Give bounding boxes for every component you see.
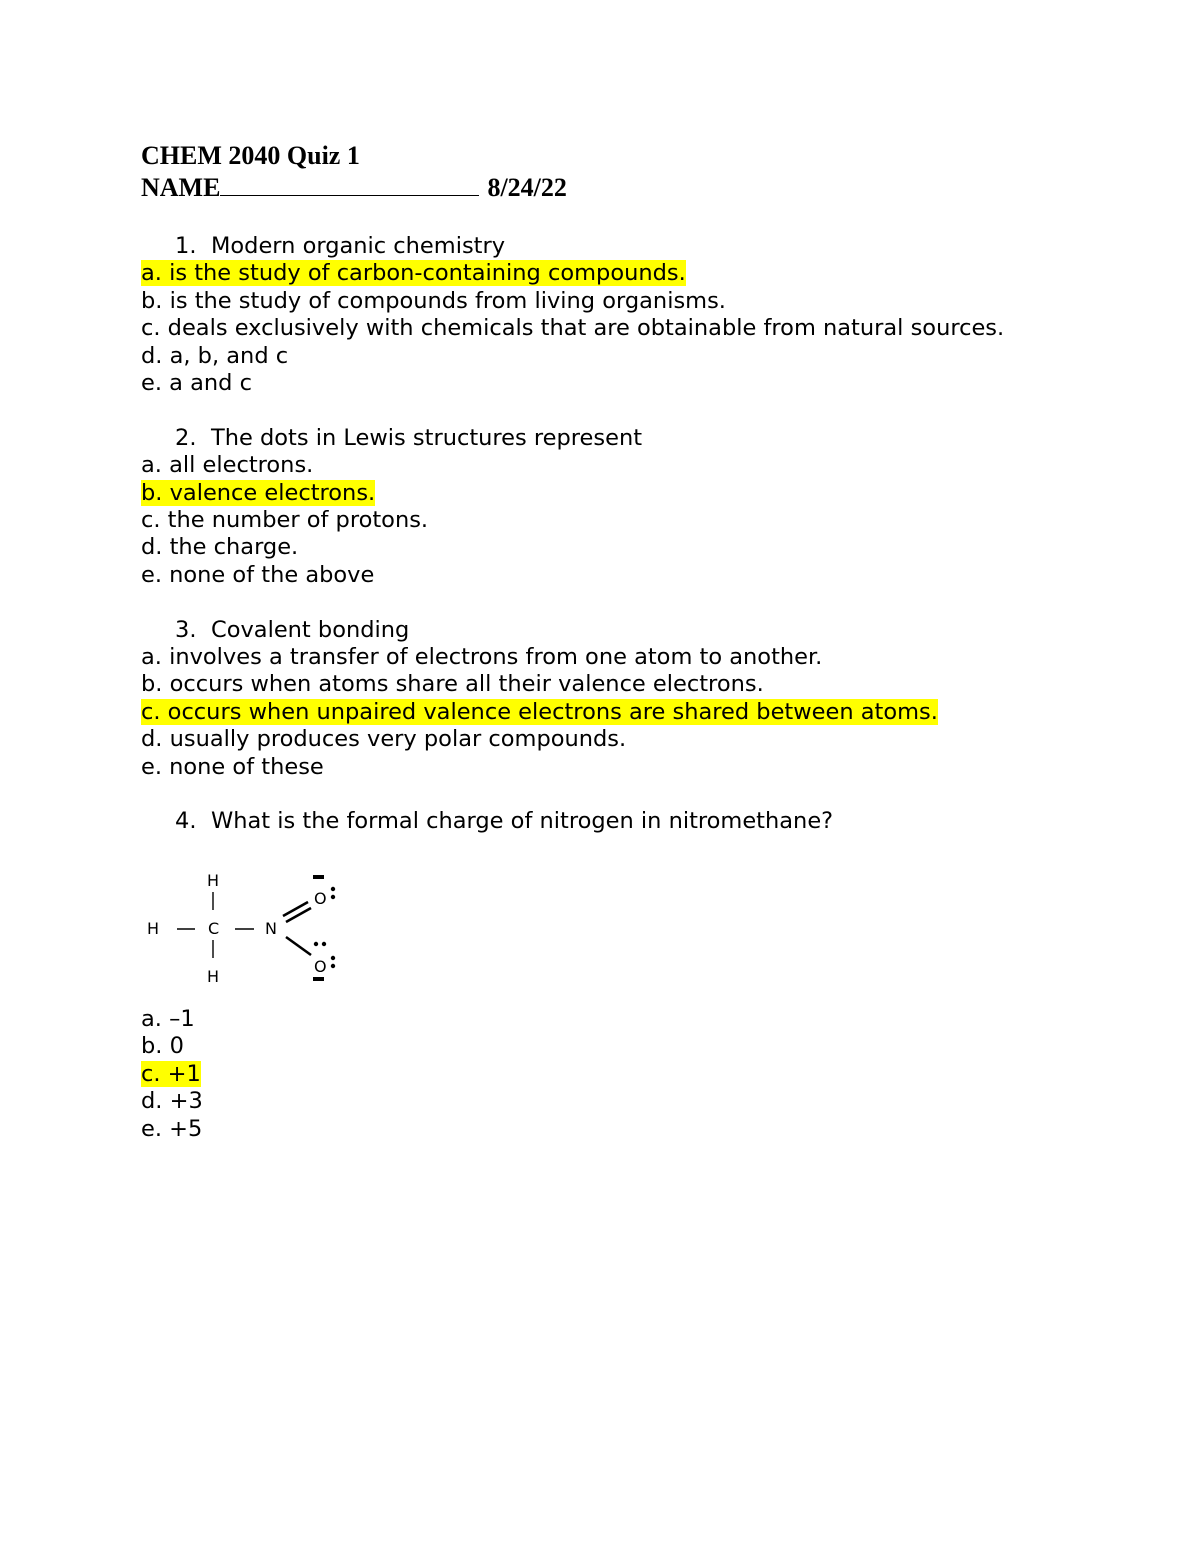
choice-text: b. is the study of compounds from living organisms. xyxy=(141,287,726,314)
nitromethane-structure xyxy=(141,852,1161,992)
question-text: What is the formal charge of nitrogen in nitromethane? xyxy=(211,808,834,835)
answer-choice xyxy=(141,726,1161,753)
atom-o-top: O xyxy=(314,888,327,908)
answer-choice xyxy=(141,754,1161,781)
bond-n-o-double-1 xyxy=(283,902,308,916)
name-label: NAME xyxy=(141,173,221,202)
lone-pair-dot xyxy=(331,956,335,960)
question-text: The dots in Lewis structures represent xyxy=(211,424,643,451)
choice-text: d. usually produces very polar compounds. xyxy=(141,726,627,753)
question-text: Covalent bonding xyxy=(211,616,410,643)
lone-pair-o-bottom-below xyxy=(313,977,324,981)
choice-text: a. is the study of carbon-containing compounds. xyxy=(141,260,686,287)
answer-choice xyxy=(141,1033,1161,1060)
question-3 xyxy=(141,617,1161,781)
lone-pair-dot xyxy=(331,887,335,891)
answer-choice xyxy=(141,343,1161,370)
choice-text: e. +5 xyxy=(141,1115,203,1142)
quiz-header xyxy=(141,140,567,204)
question-number: 3. xyxy=(175,616,197,643)
question-stem xyxy=(141,808,1161,835)
course-title: CHEM 2040 Quiz 1 xyxy=(141,141,360,170)
choice-text: c. +1 xyxy=(141,1060,201,1087)
answer-choice xyxy=(141,1006,1161,1033)
question-2 xyxy=(141,425,1161,589)
question-text: Modern organic chemistry xyxy=(211,233,506,259)
bond-n-o-double-2 xyxy=(286,908,311,922)
choice-text: d. the charge. xyxy=(141,534,299,561)
question-stem xyxy=(141,617,1161,644)
answer-choice xyxy=(141,507,1161,534)
answer-choice xyxy=(141,480,1161,507)
choice-text: e. none of the above xyxy=(141,561,375,588)
answer-choice xyxy=(141,644,1161,671)
atom-n: N xyxy=(265,918,277,938)
atom-h-left: H xyxy=(147,918,160,938)
lone-pair-dot xyxy=(331,895,335,899)
lone-pair-dot xyxy=(331,964,335,968)
choice-text: b. occurs when atoms share all their valence electrons. xyxy=(141,671,764,698)
lone-pair-o-top-above xyxy=(313,875,324,879)
name-date-line xyxy=(141,172,567,204)
bond-n-o-single xyxy=(286,937,311,955)
atom-h-bottom: H xyxy=(207,966,220,986)
choice-text: a. involves a transfer of electrons from one atom to another. xyxy=(141,644,823,671)
question-list xyxy=(141,233,1161,1170)
lewis-structure-diagram xyxy=(141,852,361,992)
answer-choice xyxy=(141,1116,1161,1143)
answer-choice xyxy=(141,534,1161,561)
choice-text: c. occurs when unpaired valence electrons are shared between atoms. xyxy=(141,698,938,725)
choice-text: d. +3 xyxy=(141,1088,203,1115)
choice-text: a. all electrons. xyxy=(141,452,314,479)
lone-pair-dot xyxy=(322,942,326,946)
atom-h-top: H xyxy=(207,870,220,890)
question-stem xyxy=(141,425,1161,452)
answer-choice xyxy=(141,671,1161,698)
answer-choice xyxy=(141,370,1161,397)
question-stem xyxy=(141,233,1161,260)
choice-text: b. valence electrons. xyxy=(141,479,376,506)
name-blank xyxy=(220,175,479,196)
answer-choice xyxy=(141,260,1161,287)
choice-text: c. the number of protons. xyxy=(141,507,429,534)
answer-choice xyxy=(141,452,1161,479)
choice-text: a. –1 xyxy=(141,1005,195,1032)
question-4 xyxy=(141,808,1161,1142)
choice-text: d. a, b, and c xyxy=(141,342,289,369)
answer-choice xyxy=(141,699,1161,726)
answer-choice xyxy=(141,288,1161,315)
question-number: 2. xyxy=(175,424,197,451)
lone-pair-dot xyxy=(314,942,318,946)
quiz-date: 8/24/22 xyxy=(487,173,567,202)
answer-choice xyxy=(141,315,1161,342)
answer-choice xyxy=(141,1061,1161,1088)
choice-text: e. a and c xyxy=(141,370,252,397)
question-number: 4. xyxy=(175,808,197,835)
choice-text: b. 0 xyxy=(141,1033,184,1060)
question-number: 1. xyxy=(175,233,197,259)
choice-text: c. deals exclusively with chemicals that are obtainable from natural sources. xyxy=(141,315,1005,342)
choice-text: e. none of these xyxy=(141,753,324,780)
atom-c: C xyxy=(208,918,220,938)
question-1 xyxy=(141,233,1161,397)
atom-o-bottom: O xyxy=(314,956,327,976)
answer-choice xyxy=(141,1088,1161,1115)
answer-choice xyxy=(141,562,1161,589)
